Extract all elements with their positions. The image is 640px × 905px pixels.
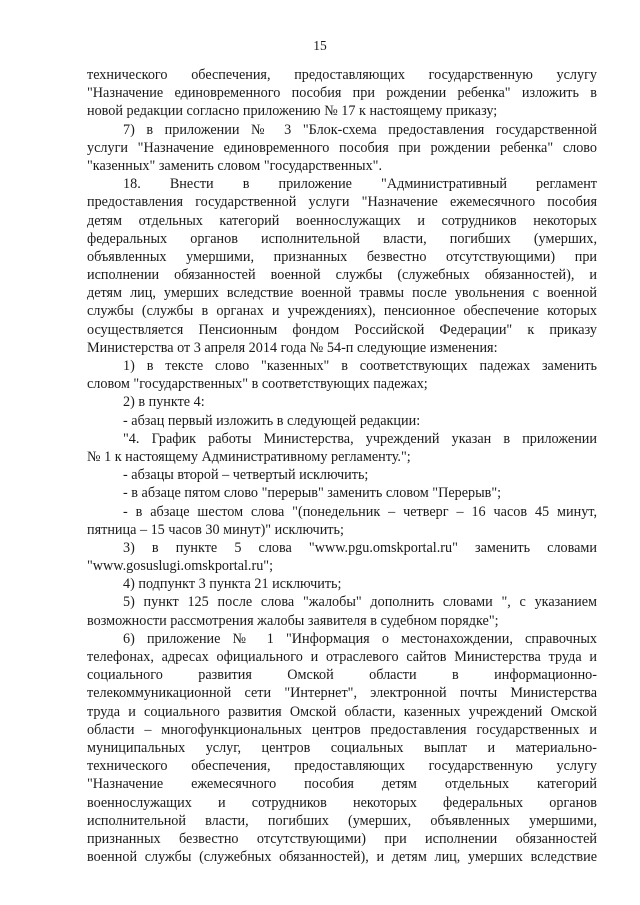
text-line: осуществляется Пенсионным фондом Российской Федерации" к приказу [87, 321, 597, 338]
text-line: "казенных" заменить словом "государственных". [87, 157, 382, 174]
text-line: признанных безвестно отсутствующими) при исполнении обязанностей [87, 830, 597, 847]
text-line: 2) в пункте 4: [123, 394, 205, 411]
text-line: пятница – 15 часов 30 минут)" исключить; [87, 521, 344, 538]
text-line: 3) в пункте 5 слова "www.pgu.omskportal.ru" заменить словами [123, 539, 597, 556]
text-line: военной службы (служебных обязанностей), и детям лиц, умерших вследствие [87, 849, 597, 866]
text-line: новой редакции согласно приложению № 17 к настоящему приказу; [87, 103, 498, 120]
text-line: - абзацы второй – четвертый исключить; [123, 467, 369, 484]
text-line: 5) пункт 125 после слова "жалобы" дополнить словами ", с указанием [123, 594, 597, 611]
text-line: исполнении обязанностей военной службы (служебных обязанностей), и [87, 267, 597, 284]
page-number: 15 [313, 38, 327, 53]
text-line: словом "государственных" в соответствующих падежах; [87, 376, 428, 393]
text-line: технического обеспечения, предоставляющих государственную услугу [87, 67, 597, 83]
text-line: 1) в тексте слово "казенных" в соответствующих падежах заменить [123, 358, 597, 374]
text-line: возможности рассмотрения жалобы заявителя в судебном порядке"; [87, 612, 499, 629]
text-line: детям отдельных категорий военнослужащих и сотрудников некоторых [87, 212, 597, 229]
text-line: социального развития Омской области в информационно- [87, 667, 597, 684]
text-line: военнослужащих и сотрудников некоторых федеральных органов [87, 794, 597, 811]
text-line: "4. График работы Министерства, учреждений указан в приложении [123, 430, 597, 447]
text-line: предоставления государственной услуги "Назначение ежемесячного пособия [87, 194, 597, 211]
text-line: телекоммуникационной сети "Интернет", электронной почты Министерства [87, 685, 597, 702]
text-line: - в абзаце шестом слова "(понедельник – четверг – 16 часов 45 минут, [123, 503, 597, 520]
text-line: 7) в приложении № 3 "Блок-схема предоставления государственной [123, 121, 597, 138]
text-line: 4) подпункт 3 пункта 21 исключить; [123, 576, 342, 593]
text-line: № 1 к настоящему Административному регламенту."; [87, 448, 411, 465]
text-line: услуги "Назначение единовременного пособия при рождении ребенка" слово [87, 139, 597, 156]
text-line: "Назначение ежемесячного пособия детям отдельных категорий [87, 776, 597, 793]
text-line: "www.gosuslugi.omskportal.ru"; [87, 558, 274, 575]
document-body [87, 66, 597, 866]
text-line: федеральных органов исполнительной власти, погибших (умерших, [87, 230, 597, 247]
text-line: 18. Внести в приложение "Административный регламент [123, 176, 597, 193]
text-line: муниципальных услуг, центров социальных выплат и материально- [87, 739, 597, 756]
text-line: - в абзаце пятом слово "перерыв" заменить словом "Перерыв"; [123, 485, 502, 502]
text-line: 6) приложение № 1 "Информация о местонахождении, справочных [123, 630, 597, 647]
text-line: детям лиц, умерших вследствие военной травмы после увольнения с военной [87, 285, 597, 302]
text-line: объявленных умершими, признанных безвестно отсутствующими) при [87, 248, 597, 265]
text-line: области – многофункциональных центров предоставления государственных и [87, 721, 597, 738]
text-line: "Назначение единовременного пособия при рождении ребенка" изложить в [87, 85, 597, 102]
text-line: службы (службы в органах и учреждениях), пенсионное обеспечение которых [87, 303, 597, 320]
text-line: технического обеспечения, предоставляющих государственную услугу [87, 758, 597, 775]
text-line: труда и социального развития Омской области, казенных учреждений Омской [87, 703, 597, 720]
text-line: - абзац первый изложить в следующей редакции: [123, 412, 421, 429]
text-line: телефонах, адресах официального и отраслевого сайтов Министерства труда и [87, 649, 597, 665]
text-line: исполнительной власти, погибших (умерших, объявленных умершими, [87, 812, 597, 829]
text-line: Министерства от 3 апреля 2014 года № 54-п следующие изменения: [87, 339, 498, 356]
